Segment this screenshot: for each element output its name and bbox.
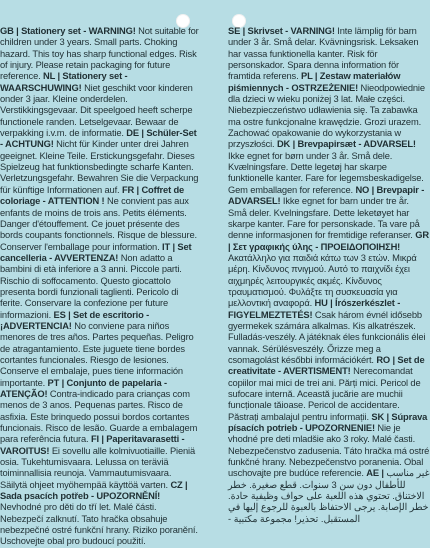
entry-label: DK | Brevpapirsæt - ADVARSEL! — [276, 139, 416, 150]
entry-label: SE | Skrivset - VARNING! — [228, 26, 335, 36]
entry-text: Nieodpowiednie dla dzieci w wieku poniżej 3 lat. Małe części. Niebezpieczeństwo udławienia się. Ta zabawka ma ostre funkcjonalne krawędzie. Grozi urazem. Zachować opakowanie do wykorzystania w przyszłości. — [228, 82, 425, 150]
entry-label: CZ | Sada psacích potřeb - UPOZORNĚNÍ! — [0, 479, 188, 502]
entry-text: Ikke egnet for børn under 3 år. Små dele. Kvælningsfare. Dette legetøj har skarpe funktionelle kanter. Fare for legemsbeskadigelse. Gem emballagen for reference. — [228, 150, 424, 195]
warning-entry-pl — [228, 71, 425, 149]
warning-column-left — [0, 26, 200, 547]
entry-text: Not suitable for children under 3 years. Small parts. Choking hazard. This toy has sharp functional edges. Risk of injury. Please retain packaging for future reference. — [0, 26, 199, 82]
entry-label: IT | Set cancelleria - AVVERTENZA! — [0, 241, 192, 263]
entry-label: AE | — [366, 468, 384, 479]
entry-text: Ikke egnet for barn under tre år. Små deler. Kvelningsfare. Dette leketøyet har skarpe kanter. Fare for personskade. Ta vare på denne informasjonen for fremtidige referanser. — [228, 196, 420, 241]
entry-text: غير مناسب للأطفال دون سن 3 سنوات. قطع صغيرة. خطر الاختناق. تحتوي هذه اللعبة على حواف وظيفية حادة. خطر الإصابة. يرجى الاحتفاظ بالعبوة للرجوع إليها في المستقبل. تحذير! مجموعة مكتبية - — [228, 468, 430, 524]
warning-entry-it — [0, 242, 191, 320]
entry-label: ES | Set de escritorio - ¡ADVERTENCIA! — [0, 309, 150, 331]
entry-text: Nicht für Kinder unter drei Jahren geeignet. Kleine Teile. Erstickungsgefahr. Dieses Spielzeug hat funktionsbedingte scharfe Kanten. Verletzungsgefahr. Bewahren Sie die Verpackung für künftige Informationen auf. — [0, 139, 199, 195]
entry-text: Non adatto a bambini di età inferiore a 3 anni. Piccole parti. Rischio di soffocamento. Questo giocattolo presenta bordi funzionali taglienti. Pericolo di ferite. Conservare la confezione per future informazioni. — [0, 252, 182, 320]
entry-label: PL | Zestaw materiałów piśmiennych - OSTRZEŻENIE! — [228, 71, 401, 93]
warning-entry-gr — [228, 230, 429, 308]
entry-label: NO | Brevpapir - ADVARSEL! — [228, 184, 425, 207]
entry-text: Contra-indicado para crianças com menos de 3 anos. Pequenas partes. Risco de asfixia. Este brinquedo possui bordos cortantes funcionais. Risco de lesão. Guarde a embalagem para referência futura. — [0, 389, 198, 445]
entry-text: Ακατάλληλο για παιδιά κάτω των 3 ετών. Μικρά μέρη. Κίνδυνος πνιγμού. Αυτό το παιχνίδι έχει αιχμηρές λειτουργικές ακμές. Κίνδυνος τραυματισμού. Φυλάξτε τη συσκευασία για μελλοντική αναφορά. — [228, 252, 417, 309]
entry-label: SK | Súprava písacích potrieb - UPOZORNENIE! — [228, 411, 428, 434]
entry-text: Niet geschikt voor kinderen onder 3 jaar. Kleine onderdelen. Verstikkingsgevaar. Dit speelgoed heeft scherpe functionele randen. Letselgevaar. Bewaar de verpakking i.v.m. de informatie. — [0, 82, 193, 139]
entry-label: FI | Paperitavarasetti - VAROITUS! — [0, 434, 185, 456]
entry-text: Inte lämplig för barn under 3 år. Små delar. Kvävningsrisk. Leksaken har vassa funktionella kanter. Risk för personskador. Spara denna information för framtida referens. — [228, 26, 419, 82]
entry-text: Nerecomandat copiilor mai mici de trei ani. Părți mici. Pericol de sufocare internă. Această jucărie are muchii funcționale tăioase. Pericol de accidentare. Păstrați ambalajul pentru informații. — [228, 366, 421, 422]
entry-text: Ei sovellu alle kolmivuotiaille. Pieniä osia. Tukehtumisvaara. Lelussa on teräviä toiminnallisia reunoja. Vammautumisvaara. Säilytä ohjeet myöhempää käyttöä varten. — [0, 445, 196, 490]
entry-text: Nie je vhodné pre deti mladšie ako 3 roky. Malé časti. Nebezpečenstvo zadusenia. Táto hračka má ostré funkčné hrany. Nebezpečenstvo poranenia. Obal uschovajte pre budúce referencie. — [228, 423, 430, 479]
entry-label: PT | Conjunto de papelaria - ATENÇÃO! — [0, 377, 167, 399]
entry-text: No conviene para niños menores de tres años. Partes pequeñas. Peligro de atragantamiento. Este juguete tiene bordes cortantes funcionales. Riesgo de lesiones. Conserve el embalaje, pues tiene información importante. — [0, 320, 194, 388]
entry-label: DE | Schüler-Set - ACHTUNG! — [0, 128, 197, 150]
entry-text: Ne convient pas aux enfants de moins de trois ans. Petits éléments. Danger d'étouffement. Ce jouet présente des bords coupants fonctionnels. Risque de blessure. Conserver l'emballage pour information. — [0, 196, 197, 252]
entry-label: RO | Set de creativitate - AVERTISMENT! — [228, 354, 425, 377]
entry-label: NL | Stationery set - WAARSCHUWING! — [0, 71, 128, 93]
warning-column-right — [228, 26, 430, 524]
entry-label: HU | Írószerkészlet - FIGYELMEZTETÉS! — [228, 298, 401, 320]
entry-label: GB | Stationery set - WARNING! — [0, 26, 136, 36]
entry-label: GR | Σετ γραφικής ύλης - ΠΡΟΕΙΔΟΠΟΙΗΣΗ! — [228, 230, 429, 252]
entry-text: Nevhodné pro děti do tří let. Malé části. Nebezpečí zalknutí. Tato hračka obsahuje nebezpečné ostré funkční hrany. Riziko poranění. Uschovejte obal pro budoucí použití. — [0, 502, 198, 547]
entry-text: Csak három évnél idősebb gyermekek számára alkalmas. Kis alkatrészek. Fulladás-veszély. A játéknak éles funkcionális élei vannak. Sérülésveszély. Őrizze meg a csomagolást későbbi információkért. — [228, 309, 426, 365]
entry-label: FR | Coffret de coloriage - ATTENTION ! — [0, 184, 185, 207]
warning-entry-es — [0, 310, 194, 388]
